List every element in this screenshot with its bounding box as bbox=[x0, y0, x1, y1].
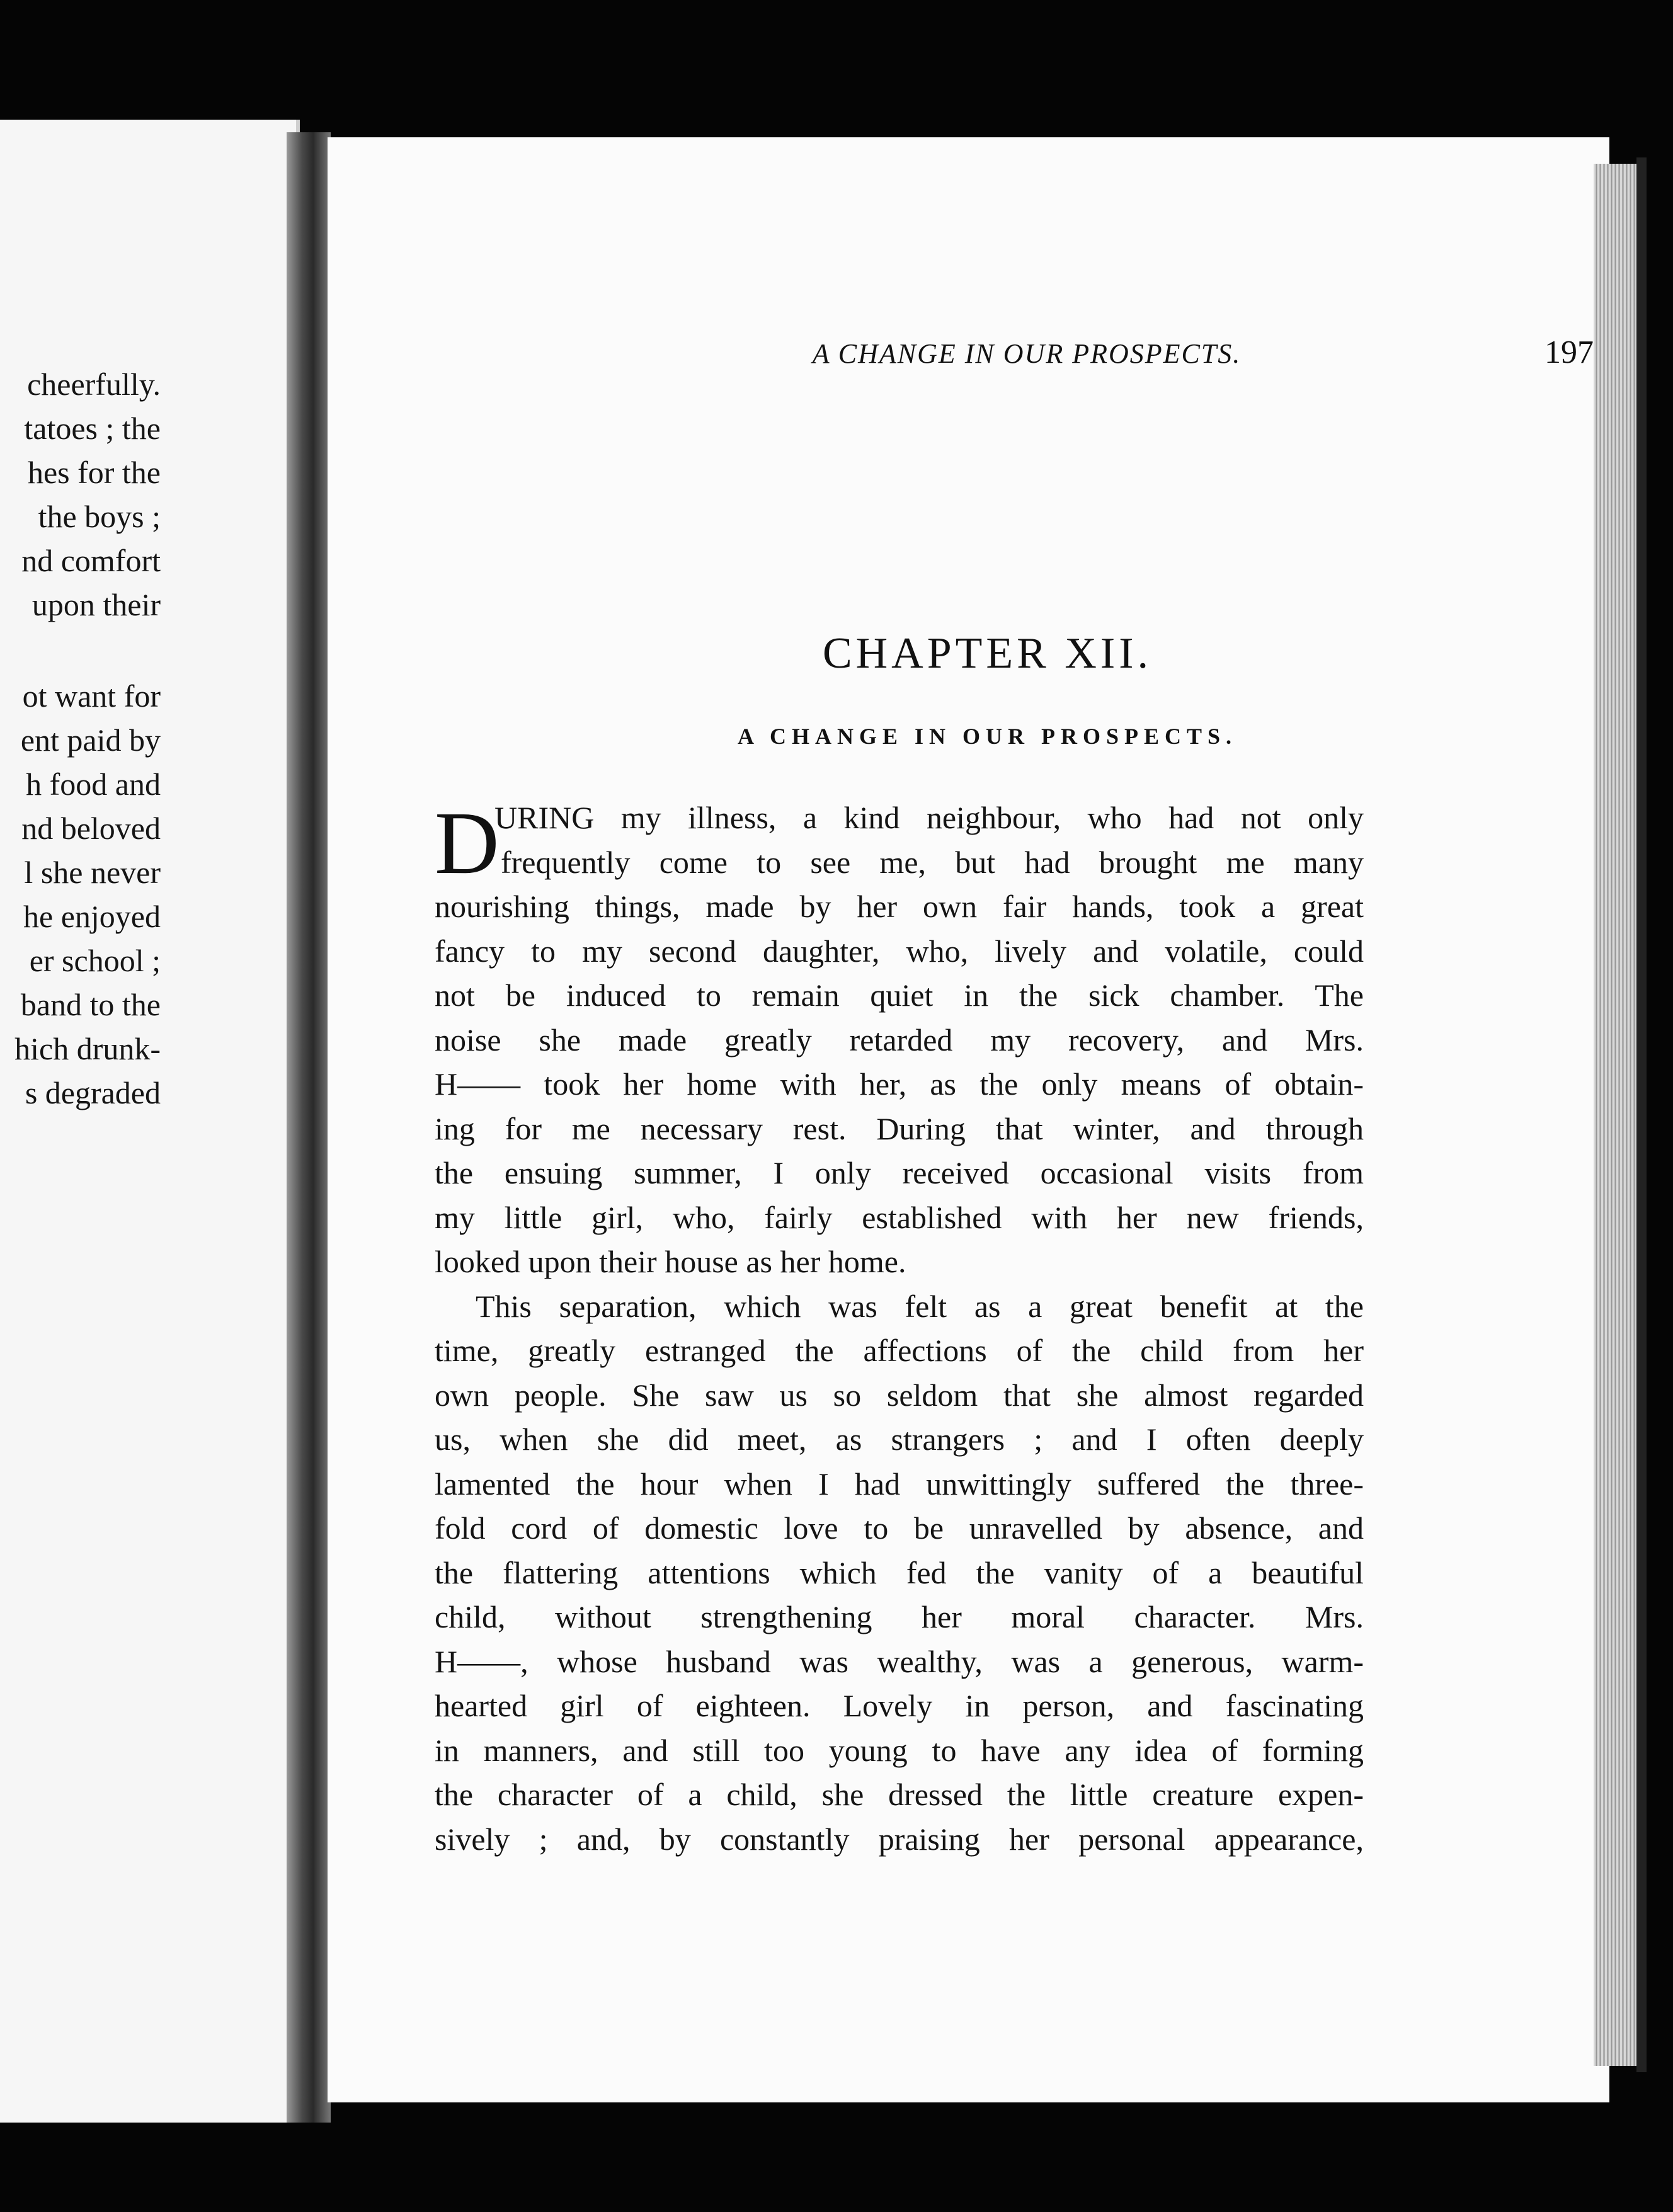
text-line: lamented the hour when I had unwittingly suffered the three- bbox=[435, 1466, 1364, 1502]
text-line: own people. She saw us so seldom that she almost regarded bbox=[435, 1377, 1364, 1413]
text-line: hearted girl of eighteen. Lovely in person, and fascinating bbox=[435, 1688, 1364, 1723]
book-gutter bbox=[287, 132, 331, 2123]
text-line: in manners, and still too young to have any idea of forming bbox=[435, 1732, 1364, 1768]
text-line: looked upon their house as her home. bbox=[435, 1244, 906, 1279]
left-page-line: upon their bbox=[31, 587, 161, 622]
left-page-line: s degraded bbox=[25, 1075, 161, 1110]
page-number: 197 bbox=[1545, 334, 1594, 370]
text-line: ing for me necessary rest. During that winter, and through bbox=[435, 1110, 1364, 1146]
text-line: H—— took her home with her, as the only means of obtain- bbox=[435, 1066, 1364, 1102]
page-edges bbox=[1594, 164, 1638, 2066]
text-line: time, greatly estranged the affections of the child from her bbox=[435, 1333, 1364, 1368]
text-line: frequently come to see me, but had brought me many bbox=[501, 844, 1364, 880]
left-page-line: nd beloved bbox=[21, 811, 161, 846]
left-page-line: h food and bbox=[26, 767, 161, 802]
text-line: fold cord of domestic love to be unravelled by absence, and bbox=[435, 1510, 1364, 1546]
left-page-line: l she never bbox=[24, 855, 161, 890]
page-edge-shadow bbox=[1636, 157, 1647, 2072]
running-head bbox=[668, 334, 1594, 382]
text-line: my little girl, who, fairly established with her new friends, bbox=[435, 1199, 1364, 1235]
text-line: URING my illness, a kind neighbour, who had not only bbox=[494, 800, 1364, 835]
left-page-text bbox=[0, 120, 296, 2123]
text-line: child, without strengthening her moral character. Mrs. bbox=[435, 1599, 1364, 1634]
left-page-line: nd comfort bbox=[21, 543, 161, 578]
text-line: the flattering attentions which fed the vanity of a beautiful bbox=[435, 1554, 1364, 1590]
body-text bbox=[435, 795, 1364, 1861]
text-line: H——, whose husband was wealthy, was a generous, warm- bbox=[435, 1643, 1364, 1679]
chapter-title: CHAPTER XII. bbox=[822, 629, 1153, 678]
drop-cap: D bbox=[435, 793, 500, 892]
left-page-line: ot want for bbox=[22, 678, 161, 714]
left-page-line: he enjoyed bbox=[23, 899, 161, 934]
text-line: sively ; and, by constantly praising her personal appearance, bbox=[435, 1821, 1364, 1857]
text-line: us, when she did meet, as strangers ; and I often deeply bbox=[435, 1422, 1364, 1457]
text-line: noise she made greatly retarded my recovery, and Mrs. bbox=[435, 1022, 1364, 1058]
left-facing-page bbox=[0, 120, 300, 2123]
left-page-line: hich drunk- bbox=[14, 1031, 161, 1066]
running-title: A CHANGE IN OUR PROSPECTS. bbox=[812, 338, 1242, 369]
left-page-line: hes for the bbox=[27, 455, 161, 490]
left-page-line: the boys ; bbox=[38, 499, 161, 534]
text-line: This separation, which was felt as a great benefit at the bbox=[476, 1288, 1364, 1324]
text-line: fancy to my second daughter, who, lively and volatile, could bbox=[435, 933, 1364, 969]
right-page bbox=[328, 137, 1609, 2102]
chapter-subtitle: A CHANGE IN OUR PROSPECTS. bbox=[737, 724, 1238, 749]
left-page-line: tatoes ; the bbox=[24, 411, 161, 446]
text-line: nourishing things, made by her own fair hands, took a great bbox=[435, 889, 1364, 924]
left-page-line: ent paid by bbox=[20, 722, 161, 758]
left-page-line: band to the bbox=[20, 987, 161, 1022]
left-page-line: er school ; bbox=[29, 943, 161, 978]
text-line: the ensuing summer, I only received occasional visits from bbox=[435, 1155, 1364, 1190]
text-line: the character of a child, she dressed the little creature expen- bbox=[435, 1777, 1364, 1812]
left-page-line: cheerfully. bbox=[27, 367, 161, 402]
text-line: not be induced to remain quiet in the sick chamber. The bbox=[435, 978, 1364, 1013]
